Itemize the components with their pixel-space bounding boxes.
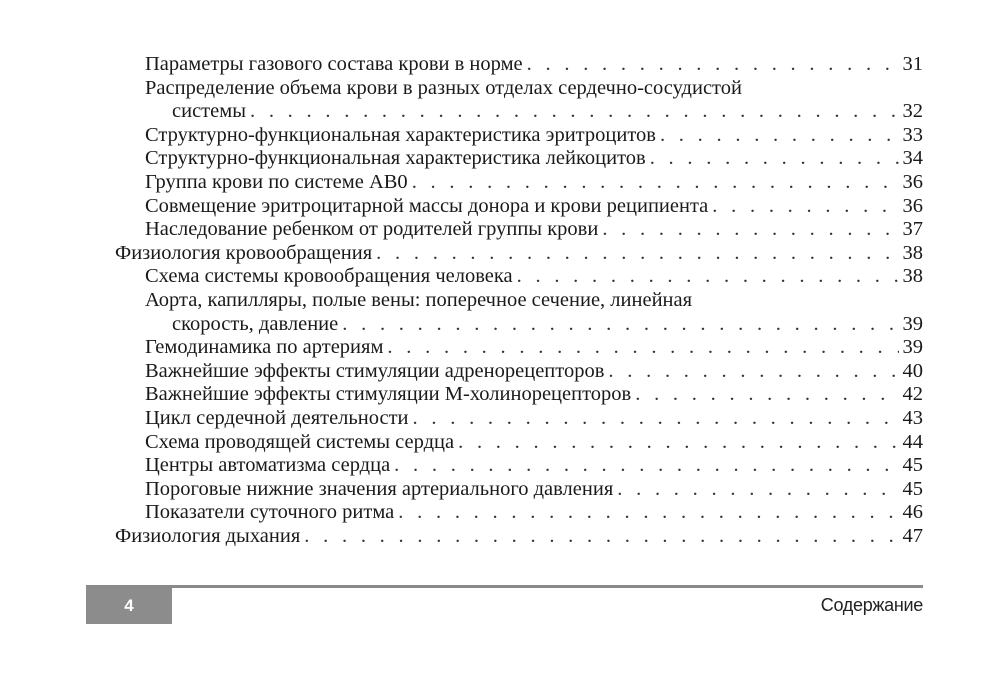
toc-leader-dots xyxy=(398,501,898,525)
toc-entry xyxy=(115,265,923,289)
toc-entry-page: 38 xyxy=(902,265,923,288)
toc-leader-dots xyxy=(413,407,899,431)
toc-entry xyxy=(115,195,923,219)
toc-leader-dots xyxy=(650,147,899,171)
toc-leader-dots xyxy=(412,171,899,195)
toc-entry-title: Важнейшие эффекты стимуляции М-холинорецепторов xyxy=(145,383,632,406)
toc-entry-title: Физиология кровообращения xyxy=(115,241,373,264)
toc-leader-dots xyxy=(250,100,899,124)
toc-entry-page: 36 xyxy=(902,170,923,193)
toc-entry-title: Схема проводящей системы сердца xyxy=(145,430,455,453)
toc-leader-dots xyxy=(602,218,898,242)
toc-entry xyxy=(115,525,923,549)
toc-entry xyxy=(115,407,923,431)
section-title: Содержание xyxy=(820,595,923,615)
toc-entry-page: 38 xyxy=(902,241,923,264)
toc-entry-page: 39 xyxy=(902,312,923,335)
toc-leader-dots xyxy=(458,431,898,455)
toc-entry xyxy=(115,124,923,148)
toc-leader-dots xyxy=(342,313,898,337)
toc-entry-page: 46 xyxy=(902,501,923,524)
toc-leader-dots xyxy=(394,454,898,478)
toc-entry-title: Структурно-функциональная характеристика эритроцитов xyxy=(145,123,656,146)
toc-entry-page: 40 xyxy=(902,359,923,382)
toc-entry-title: Важнейшие эффекты стимуляции адренорецепторов xyxy=(145,359,605,382)
toc-entry-page: 44 xyxy=(902,430,923,453)
toc-entry xyxy=(115,171,923,195)
toc-entry-title: системы xyxy=(172,100,246,123)
toc-entry-title: Схема системы кровообращения человека xyxy=(145,265,513,288)
toc-entry-page: 42 xyxy=(902,383,923,406)
toc-entry-page: 39 xyxy=(902,336,923,359)
toc-entry-page: 32 xyxy=(902,100,923,123)
toc-entry xyxy=(115,478,923,502)
toc-entry-title: Цикл сердечной деятельности xyxy=(145,406,409,429)
toc-entry xyxy=(115,383,923,407)
toc-entry-page: 45 xyxy=(902,454,923,477)
toc-leader-dots xyxy=(517,265,899,289)
toc-entry xyxy=(115,360,923,384)
toc-entry-page: 47 xyxy=(902,524,923,547)
toc-entry xyxy=(115,431,923,455)
toc-leader-dots xyxy=(635,383,898,407)
toc-entry xyxy=(115,147,923,171)
toc-entry-title: Совмещение эритроцитарной массы донора и крови реципиента xyxy=(145,194,709,217)
toc-entry xyxy=(115,53,923,77)
toc-leader-dots xyxy=(608,360,898,384)
toc-entry-title: Распределение объема крови в разных отделах сердечно-сосудистой xyxy=(145,76,742,99)
toc-entry xyxy=(115,336,923,360)
toc-entry-page: 43 xyxy=(902,406,923,429)
toc-entry-title: Параметры газового состава крови в норме xyxy=(145,53,523,75)
toc-entry-page: 37 xyxy=(902,218,923,241)
toc-entry xyxy=(115,100,923,124)
toc-leader-dots xyxy=(387,336,898,360)
toc-entry xyxy=(115,454,923,478)
toc-entry-title: Центры автоматизма сердца xyxy=(145,454,391,477)
toc-entry xyxy=(115,501,923,525)
toc-entry xyxy=(115,289,923,313)
toc-entry-title: Структурно-функциональная характеристика лейкоцитов xyxy=(145,147,646,170)
toc-entry-page: 45 xyxy=(902,477,923,500)
toc-entry-page: 33 xyxy=(902,123,923,146)
toc-entry xyxy=(115,218,923,242)
toc-leader-dots xyxy=(376,242,898,266)
table-of-contents xyxy=(115,53,923,548)
toc-entry-title: Группа крови по системе AB0 xyxy=(145,170,408,193)
toc-entry-title: Гемодинамика по артериям xyxy=(145,336,384,359)
page-number: 4 xyxy=(86,588,172,624)
toc-entry-title: скорость, давление xyxy=(172,312,339,335)
toc-entry-title: Показатели суточного ритма xyxy=(145,501,395,524)
toc-entry-title: Физиология дыхания xyxy=(115,524,301,547)
toc-entry-title: Пороговые нижние значения артериального давления xyxy=(145,477,614,500)
toc-leader-dots xyxy=(527,53,899,77)
toc-entry xyxy=(115,313,923,337)
toc-entry-page: 34 xyxy=(902,147,923,170)
toc-entry-title: Наследование ребенком от родителей группы крови xyxy=(145,218,599,241)
toc-leader-dots xyxy=(617,478,898,502)
toc-entry-title: Аорта, капилляры, полые вены: поперечное сечение, линейная xyxy=(145,288,693,311)
toc-leader-dots xyxy=(712,195,898,219)
toc-leader-dots xyxy=(304,525,898,549)
toc-entry xyxy=(115,242,923,266)
toc-entry-page: 31 xyxy=(902,53,923,75)
toc-entry xyxy=(115,77,923,101)
toc-leader-dots xyxy=(660,124,899,148)
toc-entry-page: 36 xyxy=(902,194,923,217)
footer-divider xyxy=(86,585,923,588)
